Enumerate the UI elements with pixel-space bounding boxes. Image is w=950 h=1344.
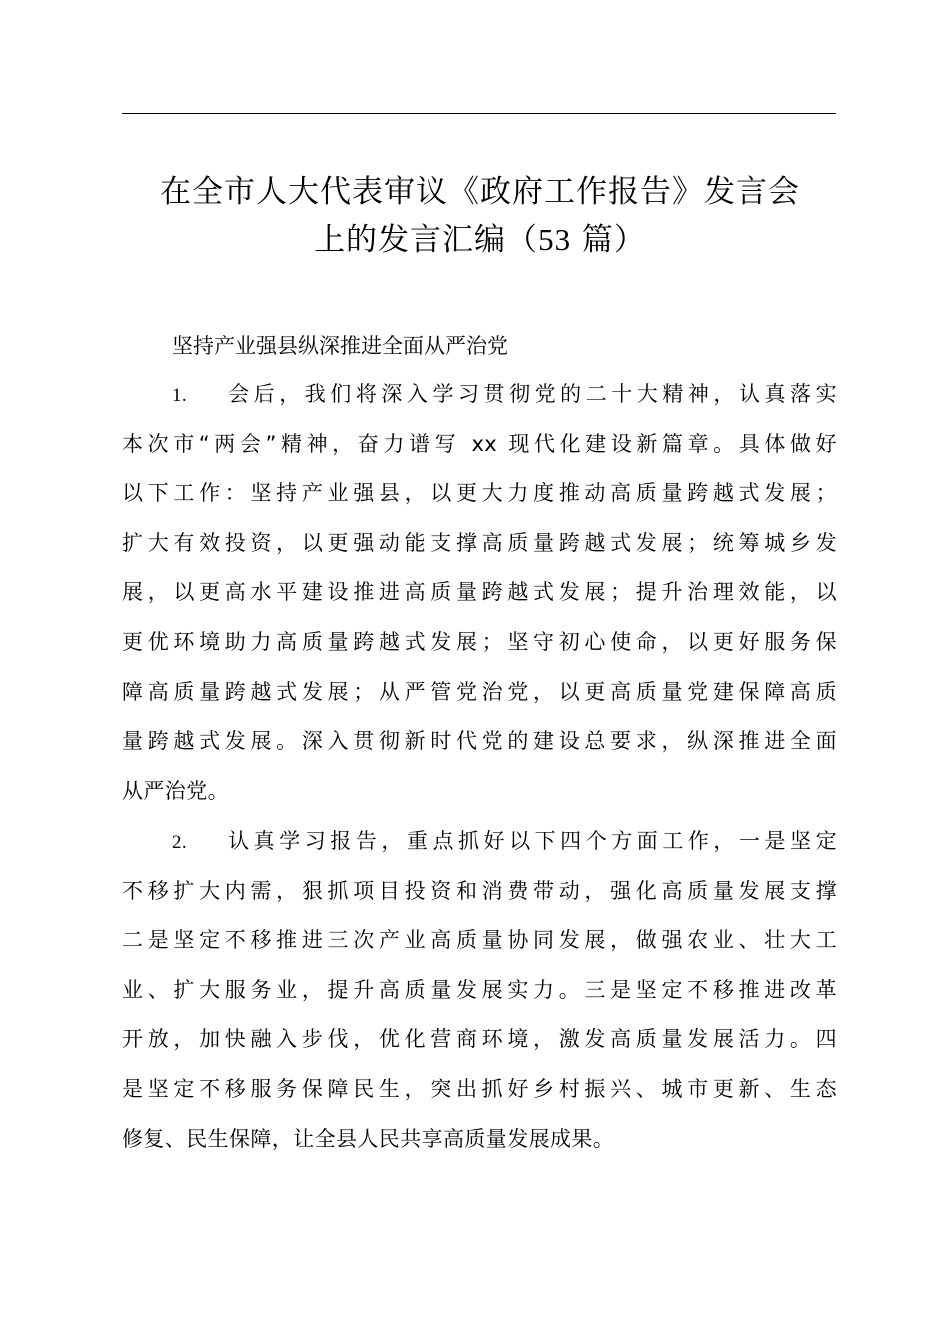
- paragraph-line: 开放，加快融入步伐，优化营商环境，激发高质量发展活力。四: [122, 1027, 837, 1052]
- paragraph-line: [122, 370, 837, 420]
- paragraph-line: 是坚定不移服务保障民生，突出抓好乡村振兴、城市更新、生态: [122, 1076, 837, 1101]
- line-text: 认真学习报告，重点抓好以下四个方面工作，一是坚定: [224, 829, 837, 853]
- line-text: 会后，我们将深入学习贯彻党的二十大精神，认真落实: [224, 382, 837, 406]
- paragraph-1: [122, 370, 837, 816]
- paragraph-line: 修复、民生保障，让全县人民共享高质量发展成果。: [122, 1126, 615, 1151]
- title-line-1: 在全市人大代表审议《政府工作报告》发言会: [160, 174, 800, 210]
- paragraph-line: 从严治党。: [122, 778, 229, 803]
- top-rule: [122, 113, 836, 114]
- paragraph-line: 二是坚定不移推进三次产业高质量协同发展，做强农业、壮大工: [122, 928, 837, 953]
- paragraph-line: 以下工作：坚持产业强县，以更大力度推动高质量跨越式发展；: [122, 481, 837, 506]
- paragraph-line: 更优环境助力高质量跨越式发展；坚守初心使命，以更好服务保: [122, 629, 837, 654]
- paragraph-2: [122, 817, 837, 1164]
- list-marker: 1.: [172, 385, 188, 406]
- paragraph-line: 展，以更高水平建设推进高质量跨越式发展；提升治理效能，以: [122, 580, 837, 605]
- title-line-2-pre: 上的发言汇编（: [314, 222, 539, 258]
- section-subheading: 坚持产业强县纵深推进全面从严治党: [172, 334, 508, 358]
- title-line-2: [100, 216, 860, 264]
- paragraph-line: 本次市“两会”精神，奋力谱写 xx 现代化建设新篇章。具体做好: [122, 431, 837, 456]
- paragraph-line: 量跨越式发展。深入贯彻新时代党的建设总要求，纵深推进全面: [122, 729, 837, 754]
- paragraph-line: 障高质量跨越式发展；从严管党治党，以更高质量党建保障高质: [122, 679, 837, 704]
- paragraph-line: 扩大有效投资，以更强动能支撑高质量跨越式发展；统筹城乡发: [122, 530, 837, 555]
- paragraph-line: 业、扩大服务业，提升高质量发展实力。三是坚定不移推进改革: [122, 977, 837, 1002]
- paragraph-line: [122, 817, 837, 867]
- title-line-2-post: 篇）: [571, 222, 646, 258]
- title-count: 53: [538, 222, 572, 257]
- paragraph-line: 不移扩大内需，狠抓项目投资和消费带动，强化高质量发展支撑: [122, 878, 837, 903]
- list-marker: 2.: [172, 832, 188, 853]
- document-title: [100, 168, 860, 264]
